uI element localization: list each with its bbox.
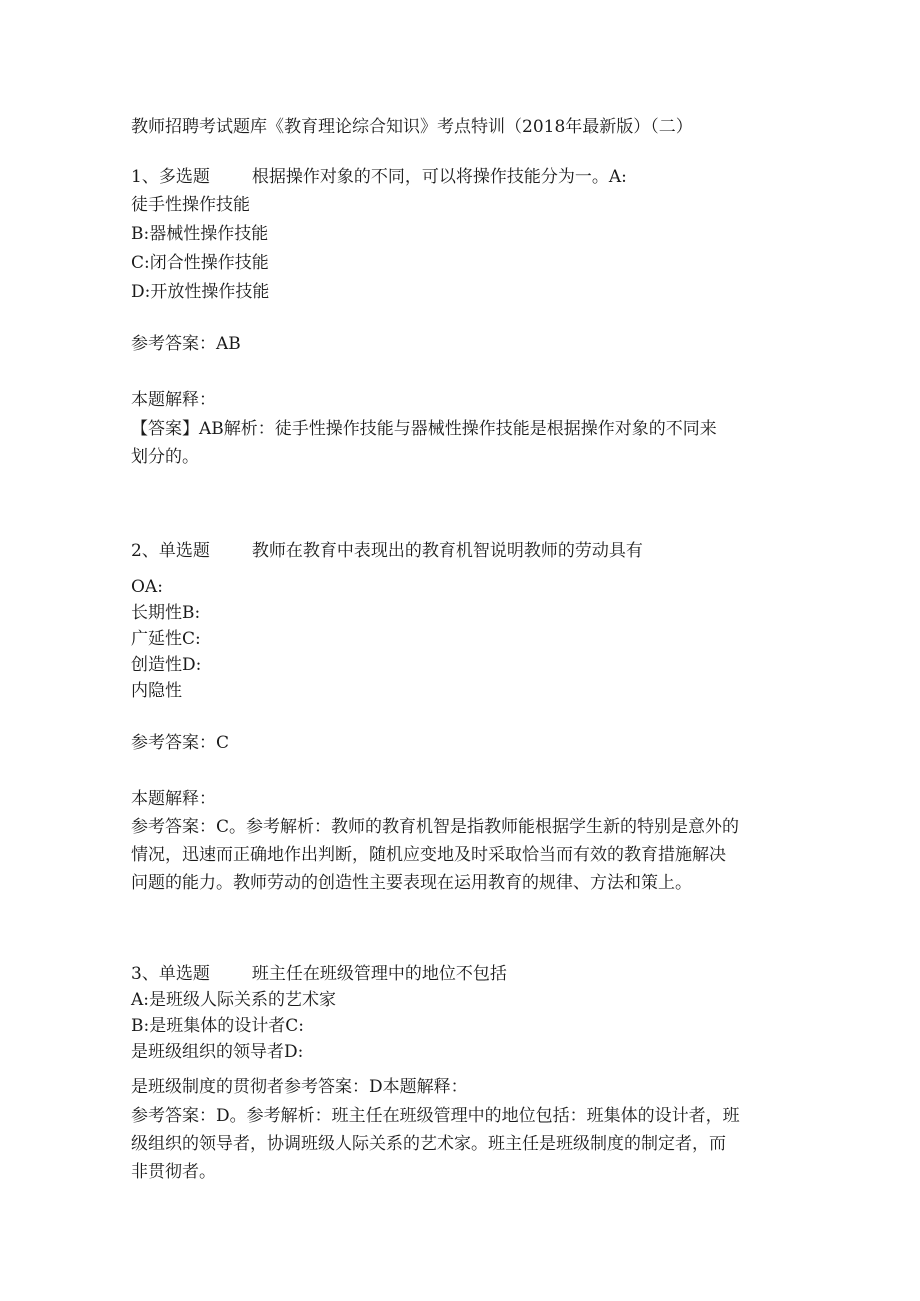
question-1-explain-line: 【答案】AB解析：徒手性操作技能与器械性操作技能是根据操作对象的不同来 bbox=[131, 419, 717, 439]
question-1-answer: 参考答案：AB bbox=[131, 334, 241, 354]
question-2-explain-line: 参考答案：C。参考解析：教师的教育机智是指教师能根据学生新的特别是意外的 bbox=[131, 817, 740, 837]
question-3-stem: 班主任在班级管理中的地位不包括 bbox=[251, 964, 507, 984]
question-1-option: D:开放性操作技能 bbox=[131, 282, 270, 302]
question-3-answer-line: 是班级制度的贯彻者参考答案：D本题解释： bbox=[131, 1077, 468, 1097]
question-2-explain-line: 情况，迅速而正确地作出判断，随机应变地及时采取恰当而有效的教育措施解决 bbox=[131, 845, 726, 865]
question-2-explain-line: 问题的能力。教师劳动的创造性主要表现在运用教育的规律、方法和策上。 bbox=[131, 873, 692, 893]
question-3-explain-line: 参考答案：D。参考解析：班主任在班级管理中的地位包括：班集体的设计者，班 bbox=[131, 1106, 740, 1126]
question-2-option: OA: bbox=[131, 577, 163, 597]
question-2-number: 2、单选题 bbox=[131, 541, 210, 561]
question-3-explain-line: 级组织的领导者，协调班级人际关系的艺术家。班主任是班级制度的制定者，而 bbox=[131, 1134, 726, 1154]
question-3-header bbox=[131, 963, 507, 985]
question-3-number: 3、单选题 bbox=[131, 964, 210, 984]
question-2-header bbox=[131, 540, 643, 562]
page-title: 教师招聘考试题库《教育理论综合知识》考点特训（2018年最新版）（二） bbox=[131, 117, 693, 137]
question-2-option: 创造性D: bbox=[131, 655, 202, 675]
question-2-option: 广延性C: bbox=[131, 629, 201, 649]
question-1-explain-label: 本题解释： bbox=[131, 390, 216, 410]
question-3-option: A:是班级人际关系的艺术家 bbox=[131, 990, 337, 1010]
question-1-option: C:闭合性操作技能 bbox=[131, 253, 269, 273]
question-1-option: 徒手性操作技能 bbox=[131, 195, 250, 215]
question-2-answer: 参考答案：C bbox=[131, 733, 230, 753]
question-2-explain-label: 本题解释： bbox=[131, 789, 216, 809]
question-1-stem: 根据操作对象的不同，可以将操作技能分为一。A: bbox=[251, 167, 627, 187]
question-3-option: B:是班集体的设计者C: bbox=[131, 1016, 304, 1036]
question-1-option: B:器械性操作技能 bbox=[131, 224, 269, 244]
question-1-header bbox=[131, 166, 627, 188]
question-2-option: 内隐性 bbox=[131, 681, 182, 701]
question-1-number: 1、多选题 bbox=[131, 167, 210, 187]
question-2-stem: 教师在教育中表现出的教育机智说明教师的劳动具有 bbox=[251, 541, 643, 561]
question-2-option: 长期性B: bbox=[131, 603, 201, 623]
question-3-option: 是班级组织的领导者D: bbox=[131, 1042, 304, 1062]
question-3-explain-line: 非贯彻者。 bbox=[131, 1162, 216, 1182]
question-1-explain-line: 划分的。 bbox=[131, 447, 199, 467]
